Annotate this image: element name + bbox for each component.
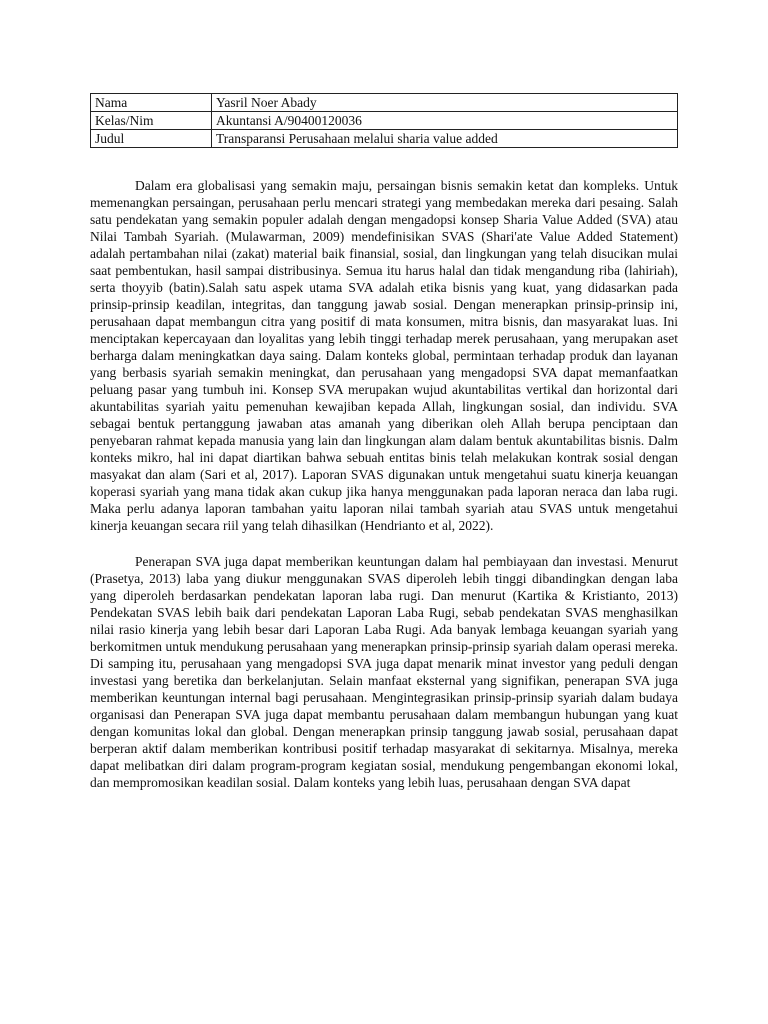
paragraph-2: Penerapan SVA juga dapat memberikan keuntungan dalam hal pembiayaan dan investasi. Menurut (Prasetya, 2013) laba yang diukur menggunakan SVAS diperoleh lebih tinggi dibandingkan dengan laba yang diperoleh berdasarkan pendekatan laporan laba rugi. Dan menurut (Kartika & Kristianto, 2013) Pendekatan SVAS lebih baik dari pendekatan Laporan Laba Rugi, sebab pendekatan SVAS menghasilkan nilai rasio kinerja yang lebih besar dari Laporan Laba Rugi. Ada banyak lembaga keuangan syariah yang berkomitmen untuk mendukung perusahaan yang menerapkan prinsip-prinsip syariah dalam operasi mereka. Di samping itu, perusahaan yang mengadopsi SVA juga dapat menarik minat investor yang peduli dengan investasi yang beretika dan berkelanjutan. Selain manfaat eksternal yang signifikan, penerapan SVA juga memberikan keuntungan internal bagi perusahaan. Mengintegrasikan prinsip-prinsip syariah dalam budaya organisasi dan Penerapan SVA juga dapat membantu perusahaan dalam membangun hubungan yang kuat dengan komunitas lokal dan global. Dengan menerapkan prinsip tanggung jawab sosial, perusahaan dapat berperan aktif dalam memberikan kontribusi positif terhadap masyarakat di sekitarnya. Misalnya, mereka dapat melibatkan diri dalam program-program kegiatan sosial, mendukung pengembangan ekonomi lokal, dan mempromosikan keadilan sosial. Dalam konteks yang lebih luas, perusahaan dengan SVA dapat [90,554,678,790]
table-row [91,130,678,148]
row-value-nama: Yasril Noer Abady [212,94,678,112]
table-row [91,94,678,112]
document-body [90,177,678,791]
row-label-nama: Nama [91,94,212,112]
row-label-kelas-nim: Kelas/Nim [91,112,212,130]
row-value-judul: Transparansi Perusahaan melalui sharia value added [212,130,678,148]
row-label-judul: Judul [91,130,212,148]
identity-table [90,93,678,148]
paragraph-1: Dalam era globalisasi yang semakin maju, persaingan bisnis semakin ketat dan kompleks. Untuk memenangkan persaingan, perusahaan perlu mencari strategi yang membedakan mereka dari pesaing. Salah satu pendekatan yang semakin populer adalah dengan mengadopsi konsep Sharia Value Added (SVA) atau Nilai Tambah Syariah. (Mulawarman, 2009) mendefinisikan SVAS (Shari'ate Value Added Statement) adalah pertambahan nilai (zakat) material baik finansial, sosial, dan lingkungan yang telah disucikan mulai saat pembentukan, hasil sampai distribusinya. Semua itu harus halal dan tidak mengandung riba (lahiriah), serta thoyyib (batin).Salah satu aspek utama SVA adalah etika bisnis yang kuat, yang didasarkan pada prinsip-prinsip keadilan, integritas, dan tanggung jawab sosial. Dengan menerapkan prinsip-prinsip ini, perusahaan dapat membangun citra yang positif di mata konsumen, mitra bisnis, dan masyarakat luas. Ini menciptakan kepercayaan dan loyalitas yang lebih tinggi terhadap merek perusahaan, yang merupakan aset berharga dalam meningkatkan daya saing. Dalam konteks global, permintaan terhadap produk dan layanan yang berbasis syariah semakin meningkat, dan perusahaan yang mengadopsi SVA dapat memanfaatkan peluang pasar yang tumbuh ini. Konsep SVA merupakan wujud akuntabilitas vertikal dan horizontal dari akuntabilitas syariah yaitu pemenuhan kewajiban kepada Allah, lingkungan sosial, dan individu. SVA sebagai bentuk pertanggung jawaban atas amanah yang diberikan oleh Allah berupa penciptaan dan penyebaran rahmat kepada manusia yang lain dan lingkungan alam dalam bentuk akuntabilitas bisnis. Dalm konteks mikro, hal ini dapat diartikan bahwa sebuah entitas binis telah melakukan kontrak sosial dengan masyakat dan alam (Sari et al, 2017). Laporan SVAS digunakan untuk mengetahui suatu kinerja keuangan koperasi syariah yang mana tidak akan cukup jika hanya menggunakan pada laporan neraca dan laba rugi. Maka perlu adanya laporan tambahan yaitu laporan nilai tambah syariah atau SVAS untuk mengetahui kinerja keuangan secara riil yang telah dihasilkan (Hendrianto et al, 2022). [90,178,678,533]
row-value-kelas-nim: Akuntansi A/90400120036 [212,112,678,130]
table-row [91,112,678,130]
